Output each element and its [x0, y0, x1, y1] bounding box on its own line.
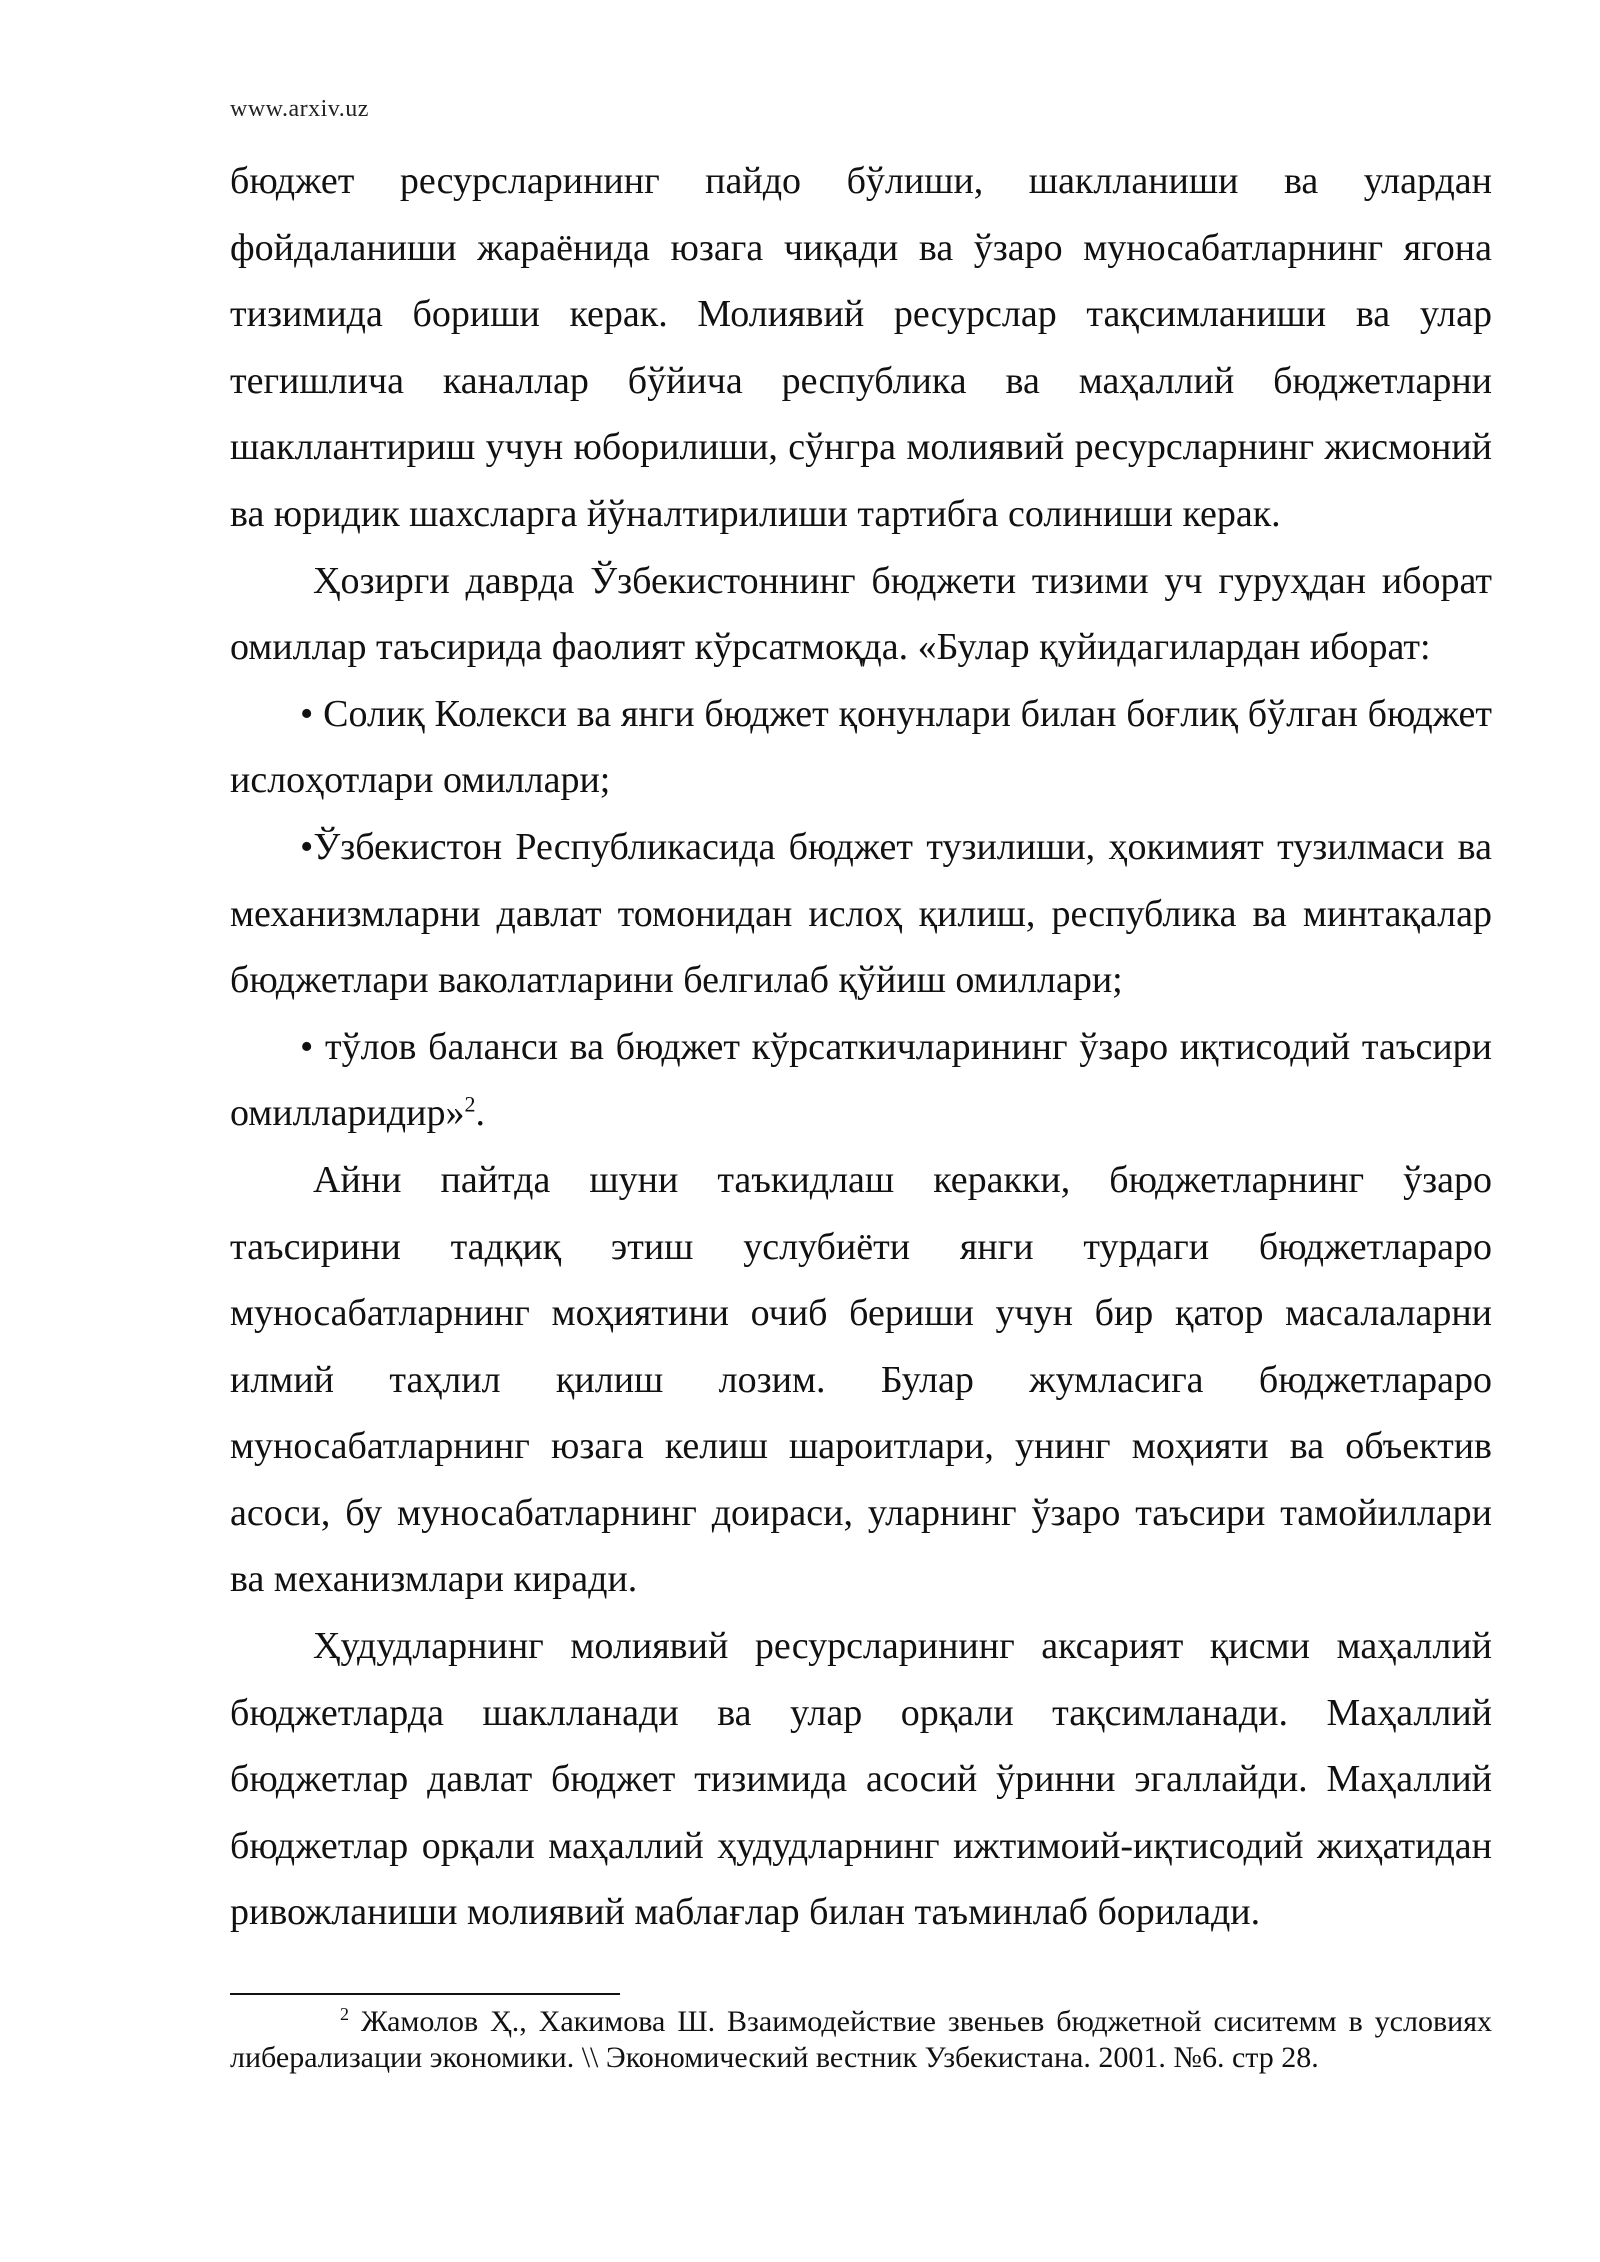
bullet-text: Солиқ Колекси ва янги бюджет қонунлари билан боғлиқ бўлган бюджет ислоҳотлари омиллари; — [230, 692, 1492, 802]
bullet-item — [230, 1014, 1492, 1147]
bullet-marker: • — [300, 825, 314, 868]
bullet-item — [230, 814, 1492, 1014]
paragraph: Ҳозирги даврда Ўзбекистоннинг бюджети тизими уч гуруҳдан иборат омиллар таъсирида фаолият кўрсатмоқда. «Булар қуйидагилардан иборат: — [230, 559, 1492, 669]
footnote-reference[interactable]: 2 — [464, 1091, 476, 1117]
footnote-text: Жамолов Ҳ., Хакимова Ш. Взаимодействие звеньев бюджетной сиситемм в условиях либерализации экономики. \\ Экономический вестник Узбекистана. 2001. №6. стр 28. — [230, 2005, 1492, 2074]
bullet-marker: • — [300, 692, 314, 735]
bullet-item — [230, 681, 1492, 814]
paragraph: Айни пайтда шуни таъкидлаш керакки, бюджетларнинг ўзаро таъсирини тадқиқ этиш услубиёти янги турдаги бюджетлараро муносабатларнинг моҳиятини очиб бериши учун бир қатор масалаларни илмий таҳлил қилиш лозим. Булар жумласига бюджетлараро муносабатларнинг юзага келиш шароитлари, унинг моҳияти ва объектив асоси, бу муносабатларнинг доираси, уларнинг ўзаро таъсири тамойиллари ва механизмлари киради. — [230, 1158, 1492, 1601]
footnote-number: 2 — [340, 2004, 349, 2024]
body-text — [230, 148, 1492, 1946]
footnote — [230, 2004, 1492, 2076]
bullet-text: тўлов баланси ва бюджет кўрсаткичларининг ўзаро иқтисодий таъсири омилларидир» — [230, 1025, 1493, 1135]
bullet-marker: • — [300, 1025, 314, 1068]
footnote-separator — [230, 1993, 620, 1995]
paragraph: Ҳудудларнинг молиявий ресурсларининг аксарият қисми маҳаллий бюджетларда шаклланади ва улар орқали тақсимланади. Маҳаллий бюджетлар давлат бюджет тизимида асосий ўринни эгаллайди. Маҳаллий бюджетлар орқали маҳаллий ҳудудларнинг ижтимоий-иқтисодий жиҳатидан ривожланиши молиявий маблағлар билан таъминлаб борилади. — [230, 1625, 1492, 1934]
bullet-text: Ўзбекистон Республикасида бюджет тузилиши, ҳокимият тузилмаси ва механизмларни давлат томонидан ислоҳ қилиш, республика ва минтақалар бюджетлари ваколатларини белгилаб қўйиш омиллари; — [230, 825, 1492, 1002]
paragraph: бюджет ресурсларининг пайдо бўлиши, шаклланиши ва улардан фойдаланиши жараёнида юзага чиқади ва ўзаро муносабатларнинг ягона тизимида бориши керак. Молиявий ресурслар тақсимланиши ва улар тегишлича каналлар бўйича республика ва маҳаллий бюджетларни шакллантириш учун юборилиши, сўнгра молиявий ресурсларнинг жисмоний ва юридик шахсларга йўналтирилиши тартибга солиниши керак. — [230, 160, 1492, 535]
bullet-trailing: . — [475, 1092, 485, 1135]
site-url: www.arxiv.uz — [230, 96, 369, 122]
